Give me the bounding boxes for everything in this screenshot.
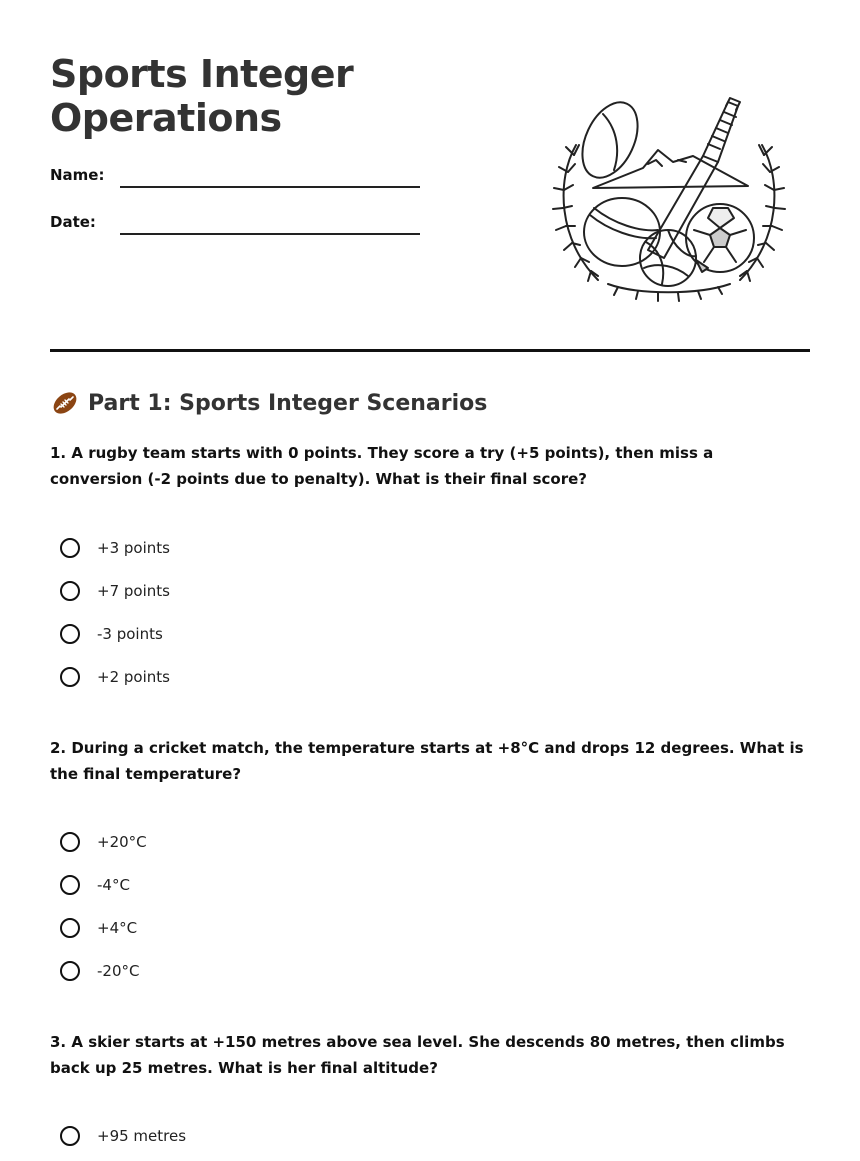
worksheet-title: Sports Integer Operations	[50, 52, 354, 140]
radio-button[interactable]	[60, 667, 80, 687]
date-field[interactable]	[120, 233, 420, 235]
date-label: Date:	[50, 213, 96, 231]
question-1-option-d[interactable]	[60, 664, 170, 690]
option-label: +2 points	[97, 668, 170, 686]
option-label: +3 points	[97, 539, 170, 557]
sports-equipment-laurel-icon	[548, 90, 790, 302]
radio-button[interactable]	[60, 832, 80, 852]
radio-button[interactable]	[60, 581, 80, 601]
radio-button[interactable]	[60, 961, 80, 981]
name-field[interactable]	[120, 186, 420, 188]
section-heading-text: Part 1: Sports Integer Scenarios	[88, 390, 488, 416]
question-3-option-a[interactable]	[60, 1123, 186, 1149]
header-divider	[50, 349, 810, 352]
option-label: -20°C	[97, 962, 140, 980]
question-2-option-b[interactable]	[60, 872, 130, 898]
question-1-text: 1. A rugby team starts with 0 points. They score a try (+5 points), then miss a conversion (-2 points due to penalty). What is their final score?	[50, 444, 714, 488]
option-label: +4°C	[97, 919, 138, 937]
radio-button[interactable]	[60, 1126, 80, 1146]
option-label: +95 metres	[97, 1127, 187, 1145]
question-1-option-b[interactable]	[60, 578, 170, 604]
radio-button[interactable]	[60, 624, 80, 644]
option-label: +7 points	[97, 582, 170, 600]
option-label: -4°C	[97, 876, 130, 894]
american-football-icon	[50, 388, 80, 418]
radio-button[interactable]	[60, 538, 80, 558]
question-1-option-c[interactable]	[60, 621, 163, 647]
option-label: -3 points	[97, 625, 163, 643]
question-2-option-c[interactable]	[60, 915, 137, 941]
option-label: +20°C	[97, 833, 147, 851]
question-2-option-d[interactable]	[60, 958, 139, 984]
radio-button[interactable]	[60, 918, 80, 938]
question-2-text: 2. During a cricket match, the temperature starts at +8°C and drops 12 degrees. What is the final temperature?	[50, 739, 804, 783]
name-label: Name:	[50, 166, 105, 184]
section-heading	[50, 388, 487, 418]
question-3-text: 3. A skier starts at +150 metres above sea level. She descends 80 metres, then climbs back up 25 metres. What is her final altitude?	[50, 1033, 785, 1077]
question-1-option-a[interactable]	[60, 535, 170, 561]
question-2-option-a[interactable]	[60, 829, 147, 855]
radio-button[interactable]	[60, 875, 80, 895]
